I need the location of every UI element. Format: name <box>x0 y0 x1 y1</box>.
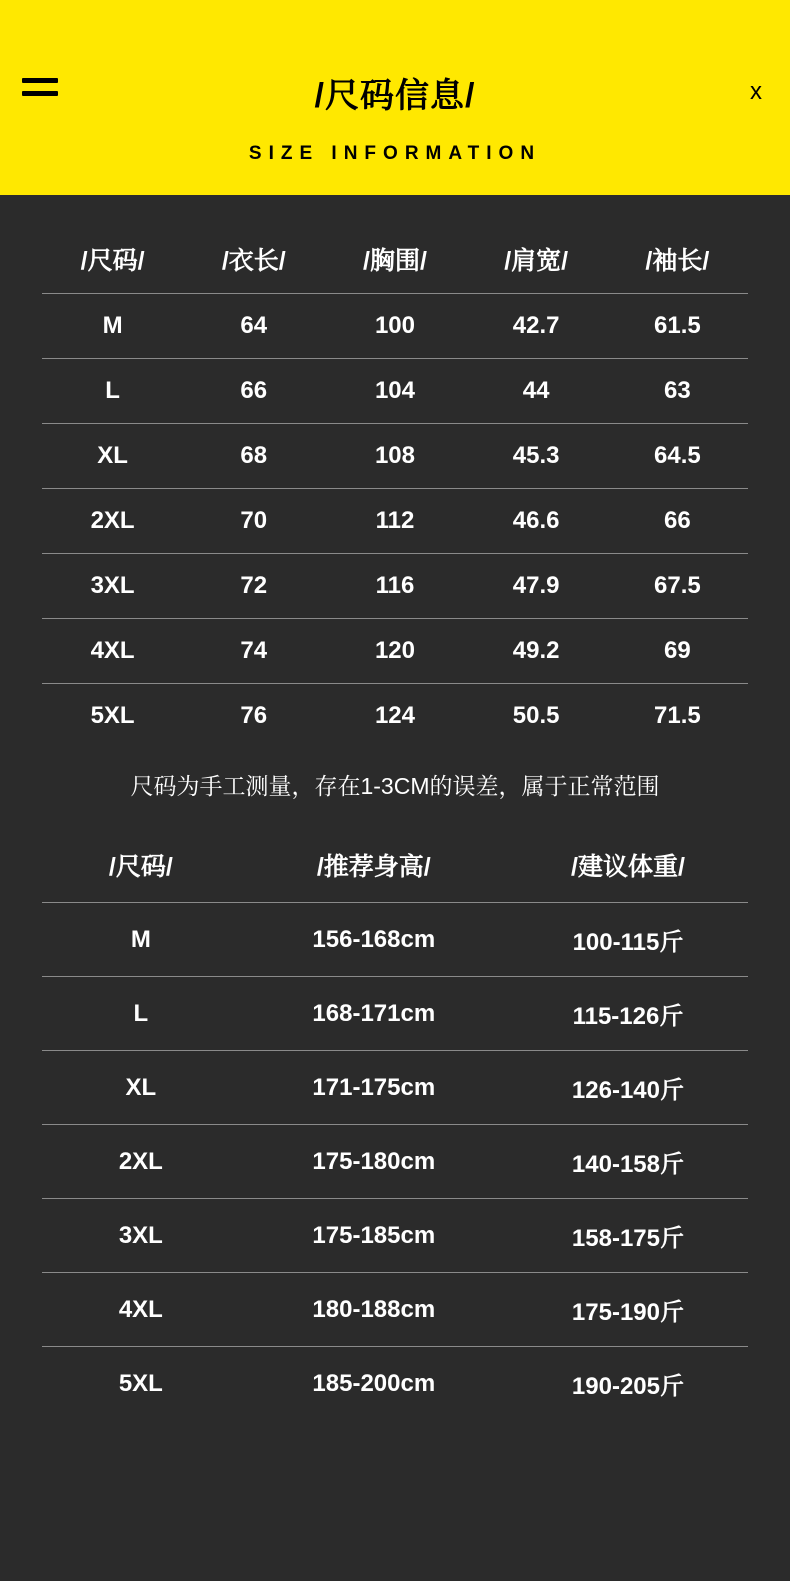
cell-sleeve: 63 <box>607 359 748 424</box>
cell-sleeve: 71.5 <box>654 702 701 729</box>
table-row <box>42 1125 748 1199</box>
table-row <box>42 359 748 424</box>
table-row <box>42 977 748 1051</box>
table-header-row <box>42 223 748 294</box>
page-subtitle: SIZE INFORMATION <box>248 143 542 164</box>
column-header-shoulder: /肩宽/ <box>466 223 607 294</box>
cell-bust: 112 <box>324 489 465 554</box>
measurement-table <box>42 223 748 748</box>
cell-bust: 104 <box>324 359 465 424</box>
measurement-note: 尺码为手工测量，存在1-3CM的误差，属于正常范围 <box>130 773 660 799</box>
column-header-size: /尺码/ <box>42 223 183 294</box>
table-row <box>42 619 748 684</box>
cell-height: 175-180cm <box>240 1125 508 1199</box>
cell-sleeve: 61.5 <box>607 294 748 359</box>
page-header <box>0 0 790 195</box>
cell-size: XL <box>42 424 183 489</box>
page-title: /尺码信息/ <box>314 77 476 115</box>
cell-size: 2XL <box>42 1125 240 1199</box>
cell-height: 175-185cm <box>240 1199 508 1273</box>
cell-size: 4XL <box>42 1273 240 1347</box>
cell-length: 66 <box>183 359 324 424</box>
table-row <box>42 1347 748 1421</box>
cell-size: XL <box>42 1051 240 1125</box>
cell-height: 185-200cm <box>312 1369 436 1397</box>
cell-size: L <box>42 359 183 424</box>
cell-shoulder: 45.3 <box>466 424 607 489</box>
cell-size: 5XL <box>118 1369 163 1397</box>
close-icon[interactable]: x <box>750 78 762 105</box>
cell-height: 168-171cm <box>240 977 508 1051</box>
cell-bust: 120 <box>324 619 465 684</box>
table-row <box>42 294 748 359</box>
cell-bust: 108 <box>324 424 465 489</box>
column-header-sleeve: /袖长/ <box>607 223 748 294</box>
table-header-row <box>42 828 748 903</box>
cell-weight: 158-175斤 <box>508 1199 748 1273</box>
content-area <box>0 195 790 1420</box>
cell-bust: 116 <box>324 554 465 619</box>
cell-height: 180-188cm <box>240 1273 508 1347</box>
cell-length: 76 <box>240 702 268 729</box>
cell-size: 3XL <box>42 1199 240 1273</box>
column-header-weight: /建议体重/ <box>508 828 748 903</box>
cell-length: 70 <box>183 489 324 554</box>
cell-sleeve: 64.5 <box>607 424 748 489</box>
table-row <box>42 489 748 554</box>
cell-shoulder: 47.9 <box>466 554 607 619</box>
cell-size: M <box>42 903 240 977</box>
cell-length: 64 <box>183 294 324 359</box>
table-row <box>42 684 748 749</box>
cell-size: 4XL <box>42 619 183 684</box>
cell-size: 2XL <box>42 489 183 554</box>
cell-length: 74 <box>183 619 324 684</box>
cell-size: 3XL <box>42 554 183 619</box>
cell-length: 72 <box>183 554 324 619</box>
cell-shoulder: 46.6 <box>466 489 607 554</box>
cell-length: 68 <box>183 424 324 489</box>
column-header-size: /尺码/ <box>42 828 240 903</box>
cell-bust: 100 <box>324 294 465 359</box>
cell-weight: 140-158斤 <box>508 1125 748 1199</box>
cell-height: 171-175cm <box>240 1051 508 1125</box>
cell-shoulder: 50.5 <box>512 702 560 729</box>
table-row <box>42 554 748 619</box>
cell-size: L <box>42 977 240 1051</box>
column-header-length: /衣长/ <box>183 223 324 294</box>
cell-size: 5XL <box>90 702 135 729</box>
table-row <box>42 1051 748 1125</box>
table-row <box>42 1199 748 1273</box>
column-header-height: /推荐身高/ <box>240 828 508 903</box>
cell-sleeve: 67.5 <box>607 554 748 619</box>
cell-weight: 100-115斤 <box>508 903 748 977</box>
cell-weight: 115-126斤 <box>508 977 748 1051</box>
cell-weight: 175-190斤 <box>508 1273 748 1347</box>
recommendation-table <box>42 828 748 1420</box>
cell-size: M <box>42 294 183 359</box>
cell-shoulder: 49.2 <box>466 619 607 684</box>
table-row <box>42 1273 748 1347</box>
cell-sleeve: 69 <box>607 619 748 684</box>
table-row <box>42 424 748 489</box>
cell-shoulder: 42.7 <box>466 294 607 359</box>
cell-sleeve: 66 <box>607 489 748 554</box>
cell-weight: 126-140斤 <box>508 1051 748 1125</box>
table-row <box>42 903 748 977</box>
cell-height: 156-168cm <box>240 903 508 977</box>
cell-weight: 190-205斤 <box>571 1373 684 1401</box>
cell-bust: 124 <box>374 702 415 729</box>
column-header-bust: /胸围/ <box>324 223 465 294</box>
cell-shoulder: 44 <box>466 359 607 424</box>
